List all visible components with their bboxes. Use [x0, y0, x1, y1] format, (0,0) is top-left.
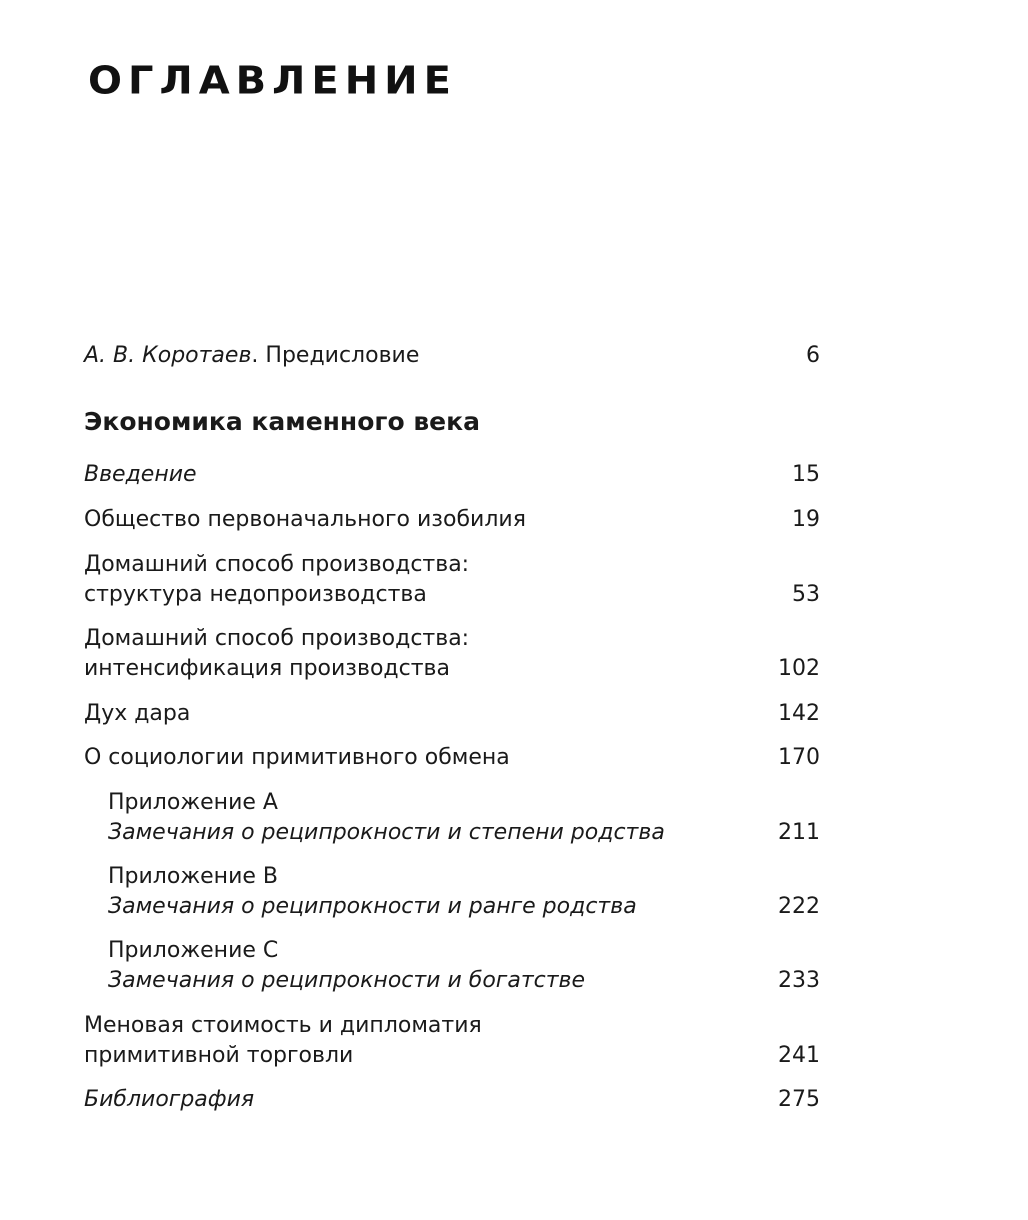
preface-title: . Предисловие	[251, 343, 420, 368]
toc-page-number: 275	[778, 1087, 820, 1112]
preface-author: А. В. Коротаев	[84, 343, 252, 368]
toc-entry-sociology-exchange[interactable]	[84, 743, 820, 773]
toc-entry-title-line-1: Домашний способ производства:	[84, 552, 470, 577]
toc-entry-exchange-value[interactable]	[84, 1011, 820, 1071]
toc-entry-title: Библиография	[84, 1087, 255, 1112]
appendix-title: Приложение A	[108, 790, 278, 815]
appendix-title: Приложение B	[108, 864, 278, 889]
toc-entry-domestic-mode-structure[interactable]	[84, 550, 820, 610]
toc-entry-title-line-1: Меновая стоимость и дипломатия	[84, 1013, 482, 1038]
toc-entry-title: Введение	[84, 462, 197, 487]
appendix-subtitle: Замечания о реципрокности и степени родства	[108, 820, 665, 845]
appendix-subtitle: Замечания о реципрокности и богатстве	[108, 968, 586, 993]
toc-page-number: 233	[778, 968, 820, 993]
toc-entry-appendix-c[interactable]	[84, 936, 820, 996]
toc-entry-appendix-b[interactable]	[84, 862, 820, 922]
toc-page-number: 211	[778, 820, 820, 845]
toc-entry-title-line-2: примитивной торговли	[84, 1043, 354, 1068]
toc-entry-title	[84, 341, 820, 371]
toc-page-number: 6	[806, 343, 820, 368]
toc-entry-domestic-mode-intensification[interactable]	[84, 624, 820, 684]
toc-page-number: 15	[792, 462, 820, 487]
toc-entry-affluent-society[interactable]	[84, 505, 820, 535]
toc-entry-appendix-a[interactable]	[84, 788, 820, 848]
toc-entry-introduction[interactable]	[84, 460, 820, 490]
toc-page-number: 53	[792, 582, 820, 607]
toc-entry-title: Общество первоначального изобилия	[84, 507, 526, 532]
toc-entry-title: Дух дара	[84, 701, 191, 726]
toc-page-number: 19	[792, 507, 820, 532]
toc-page-number: 241	[778, 1043, 820, 1068]
toc-entry-bibliography[interactable]	[84, 1085, 820, 1115]
toc-entry-spirit-of-gift[interactable]	[84, 699, 820, 729]
toc-page-number: 142	[778, 701, 820, 726]
toc-page-number: 102	[778, 656, 820, 681]
toc-page-number: 170	[778, 745, 820, 770]
toc-entry-title-line-2: интенсификация производства	[84, 656, 450, 681]
appendix-subtitle: Замечания о реципрокности и ранге родства	[108, 894, 637, 919]
page-title: ОГЛАВЛЕНИЕ	[88, 59, 457, 103]
appendix-title: Приложение C	[108, 938, 279, 963]
toc-entry-title-line-1: Домашний способ производства:	[84, 626, 470, 651]
toc-entry-title-line-2: структура недопроизводства	[84, 582, 427, 607]
toc-page-number: 222	[778, 894, 820, 919]
toc-entry-title: О социологии примитивного обмена	[84, 745, 510, 770]
toc-entry-preface[interactable]	[84, 341, 820, 371]
section-heading: Экономика каменного века	[84, 407, 480, 436]
